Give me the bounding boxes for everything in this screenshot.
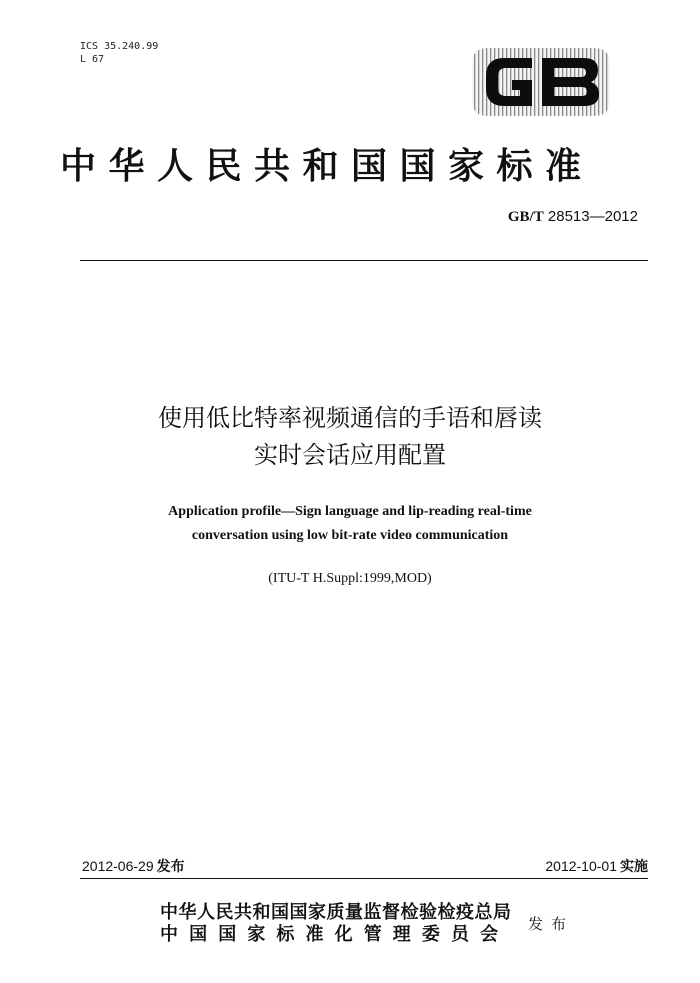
issue-date-value: 2012-06-29: [82, 858, 154, 874]
adoption-reference: (ITU-T H.Suppl:1999,MOD): [268, 571, 432, 586]
chinese-title-line-1: 使用低比特率视频通信的手语和唇读: [158, 404, 542, 432]
issue-date: [82, 856, 185, 876]
implementation-date-value: 2012-10-01: [545, 858, 617, 874]
ccs-code: L 67: [80, 54, 105, 65]
gb-logo-icon: [470, 46, 612, 118]
issuing-authorities: [160, 902, 512, 946]
implementation-date-label: 实施: [620, 859, 648, 875]
top-divider: [80, 260, 648, 261]
bottom-divider: [80, 878, 648, 879]
ics-code: ICS 35.240.99: [80, 41, 159, 52]
standard-number-prefix: GB/T: [507, 209, 544, 225]
standard-number-value: 28513—2012: [547, 208, 638, 225]
organization-title: 中华人民共和国国家标准: [60, 145, 594, 187]
classification-codes: [80, 40, 158, 66]
english-title-line-1: Application profile—Sign language and lip-reading real-time: [168, 504, 532, 519]
issuer-line-2: 中国国家标准化管理委员会: [160, 924, 510, 945]
implementation-date: [545, 856, 648, 876]
english-title-line-2: conversation using low bit-rate video communication: [191, 528, 509, 543]
chinese-title-line-2: 实时会话应用配置: [254, 441, 446, 469]
publish-label: 发布: [528, 915, 575, 933]
issuer-line-1: 中华人民共和国国家质量监督检验检疫总局: [160, 902, 512, 923]
issue-date-label: 发布: [156, 859, 185, 875]
standard-number: [508, 208, 638, 226]
